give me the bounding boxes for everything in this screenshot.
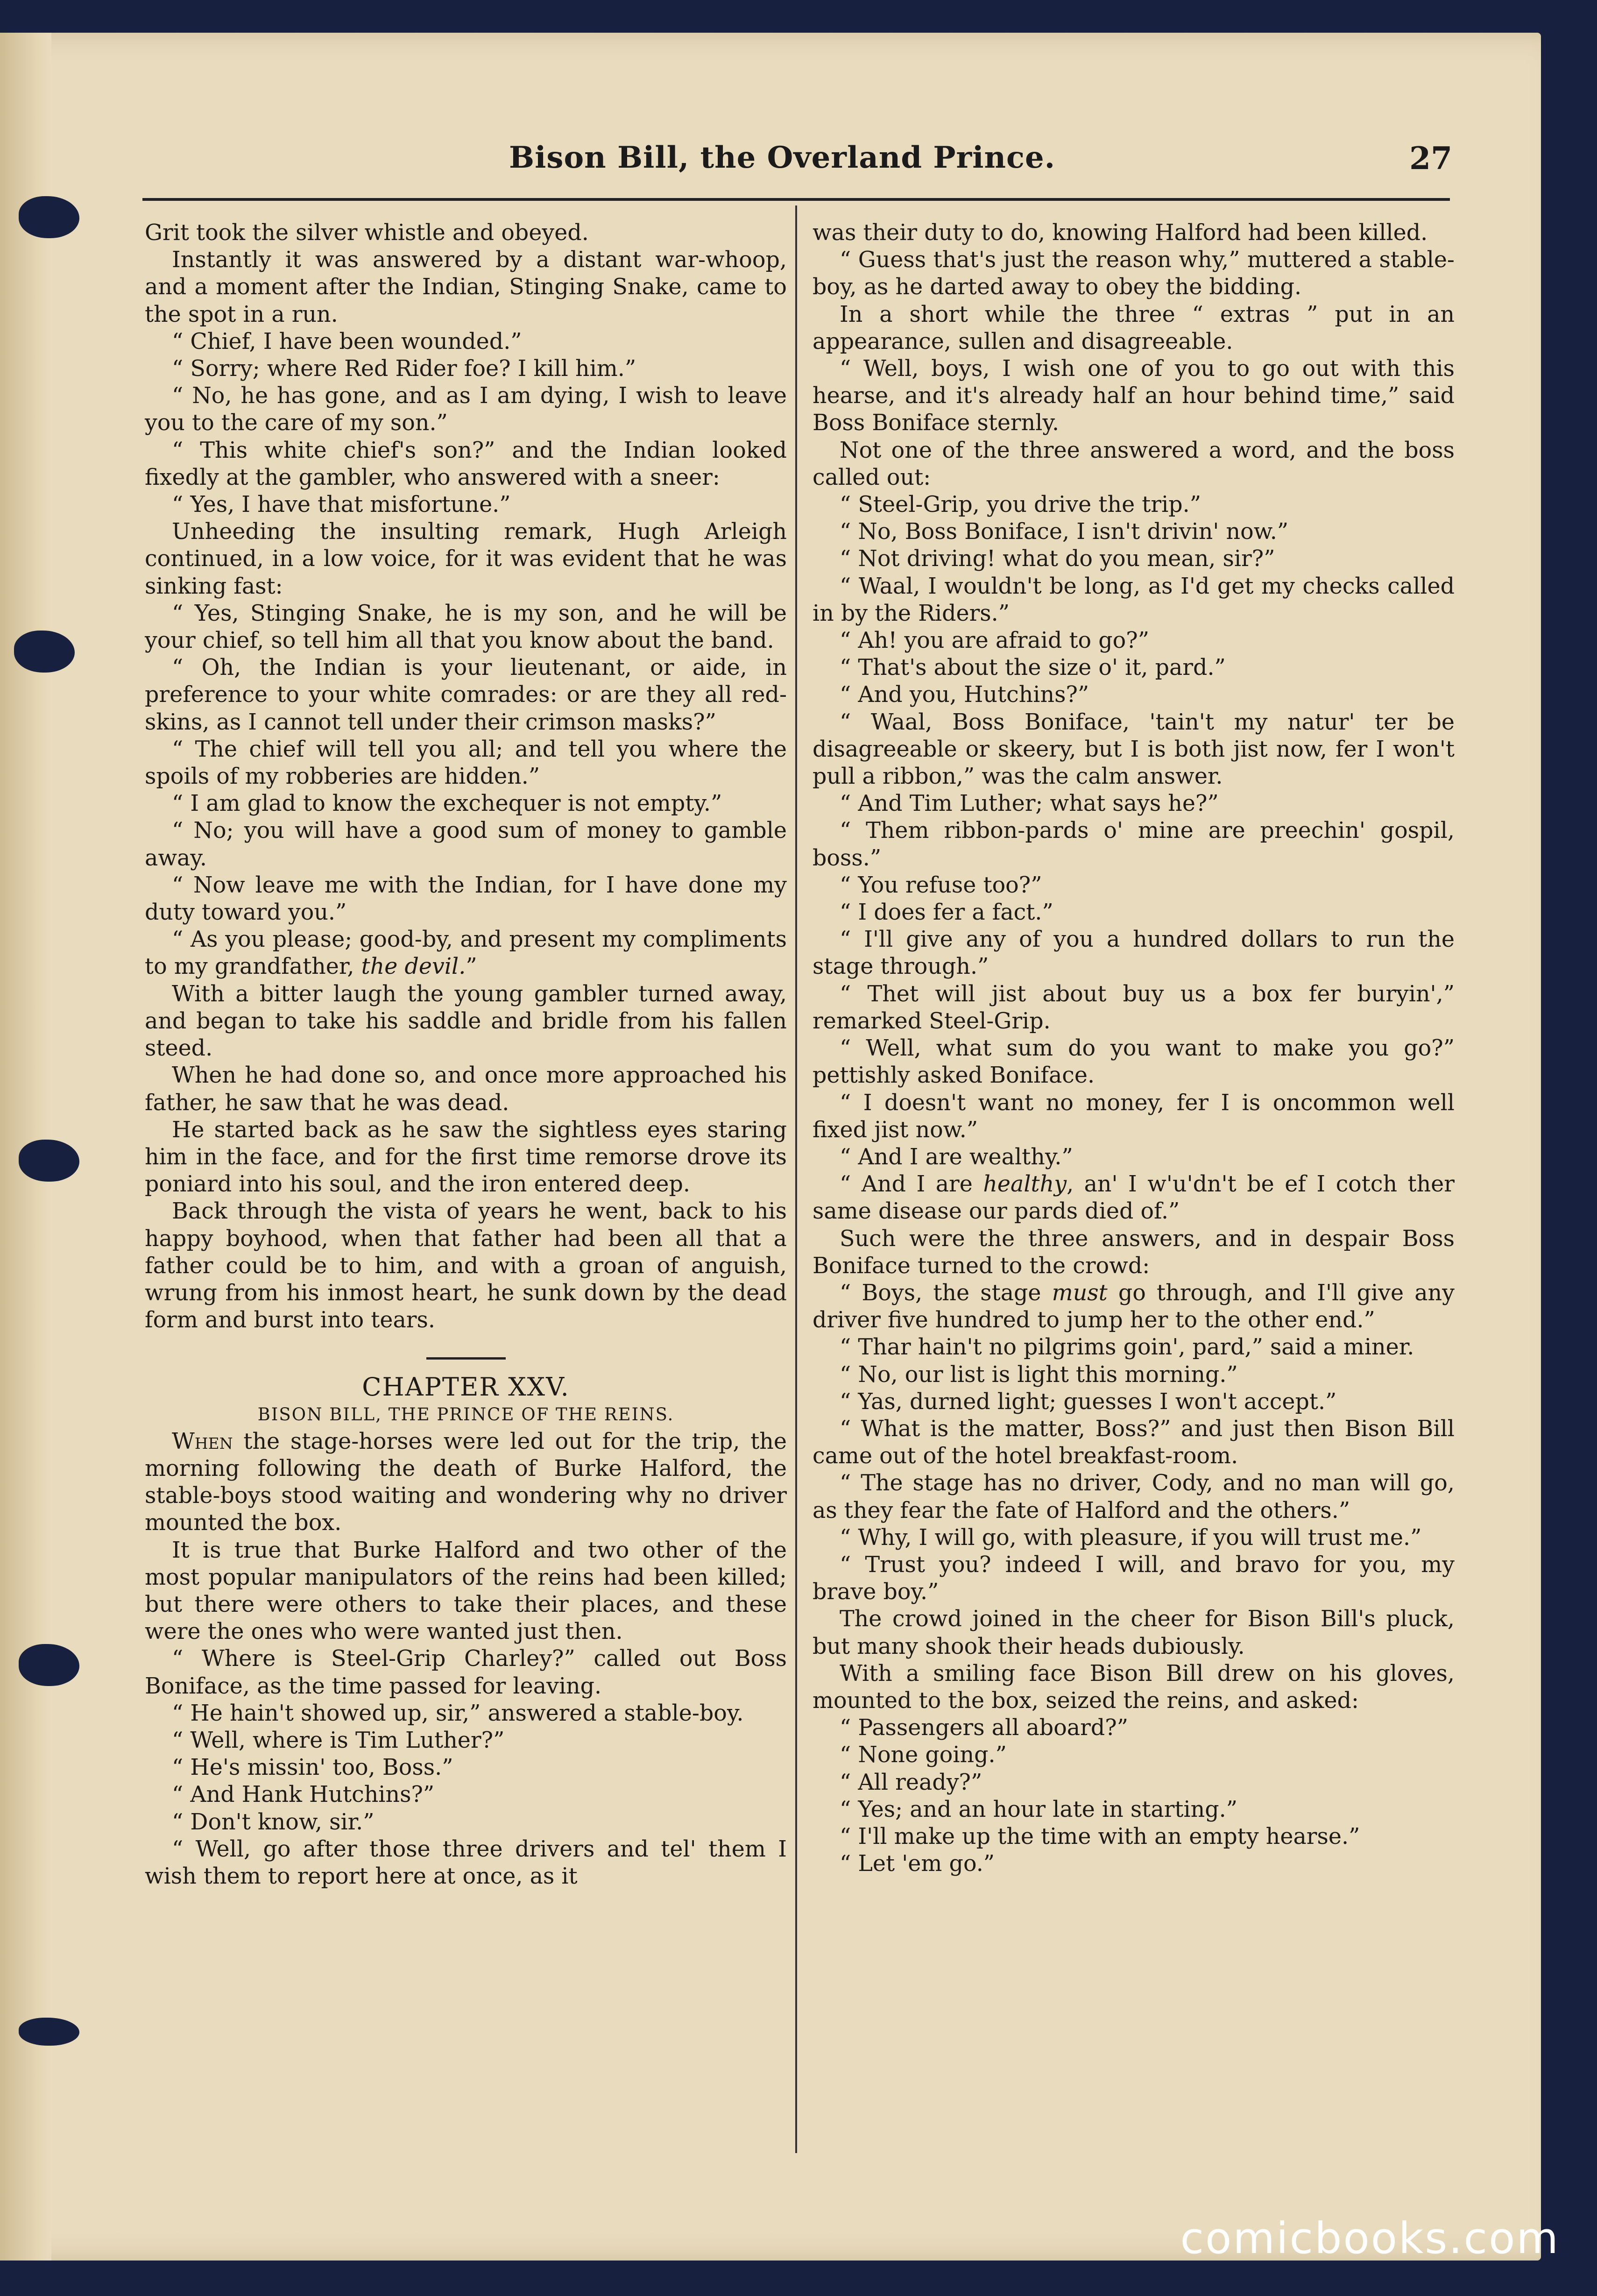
page-number: 27 — [1409, 140, 1452, 177]
paragraph-text: “ No; you will have a good sum of money to gamble away. — [145, 818, 787, 871]
paragraph-text: “ I doesn't want no money, fer I is oncommon well fixed jist now.” — [813, 1090, 1455, 1143]
paragraph — [813, 1334, 1455, 1361]
paragraph-text: “ And Hank Hutchins?” — [172, 1782, 435, 1808]
paragraph-text: “ Yas, durned light; guesses I won't accept.” — [840, 1389, 1337, 1415]
paragraph-text: “ What is the matter, Boss?” and just then Bison Bill came out of the hotel breakfast-room. — [813, 1416, 1455, 1469]
paragraph — [813, 1171, 1455, 1225]
paragraph — [145, 654, 787, 736]
left-column — [145, 220, 787, 1890]
paragraph-text: “ Them ribbon-pards o' mine are preechin' gospil, boss.” — [813, 818, 1455, 871]
paragraph-text: “ Well, what sum do you want to make you go?” pettishly asked Boniface. — [813, 1035, 1455, 1089]
paragraph-text: Grit took the silver whistle and obeyed. — [145, 220, 589, 246]
paragraph-text: With a bitter laugh the young gambler turned away, and began to take his saddle and bridle from his fallen steed. — [145, 981, 787, 1062]
right-column-text — [813, 220, 1455, 1878]
paragraph — [813, 220, 1455, 247]
paragraph-text: “ Trust you? indeed I will, and bravo for you, my brave boy.” — [813, 1552, 1455, 1605]
italic-text: must — [1052, 1280, 1108, 1306]
site-watermark: comicbooks.com — [1180, 2213, 1560, 2263]
paragraph — [145, 247, 787, 328]
paragraph — [813, 1416, 1455, 1470]
paragraph — [813, 1280, 1455, 1334]
chapter-separator — [426, 1357, 506, 1360]
paragraph — [813, 1660, 1455, 1715]
paragraph — [813, 546, 1455, 573]
paragraph-text: “ Ah! you are afraid to go?” — [840, 628, 1149, 654]
paragraph — [813, 1389, 1455, 1416]
paragraph-text: “ And I are wealthy.” — [840, 1144, 1073, 1170]
paragraph-text: It is true that Burke Halford and two other of the most popular manipulators of the reins had been killed; but there were others to take their places, and these were the ones who were wanted just then. — [145, 1537, 787, 1645]
paragraph — [145, 1645, 787, 1700]
paragraph-text: The crowd joined in the cheer for Bison Bill's pluck, but many shook their heads dubiously. — [813, 1606, 1455, 1659]
chapter-subtitle: BISON BILL, THE PRINCE OF THE REINS. — [257, 1404, 674, 1424]
binding-hole-5 — [19, 2018, 79, 2046]
paragraph — [145, 437, 787, 491]
paragraph — [813, 1606, 1455, 1660]
paragraph-text: He started back as he saw the sightless eyes staring him in the face, and for the first time remorse drove its poniard into his soul, and the iron entered deep. — [145, 1117, 787, 1198]
paragraph — [145, 383, 787, 437]
left-column-text — [145, 220, 787, 1334]
paragraph-text: “ No, our list is light this morning.” — [840, 1361, 1238, 1388]
paragraph-text: Not one of the three answered a word, and the boss called out: — [813, 437, 1455, 490]
paragraph-text: “ Waal, I wouldn't be long, as I'd get my checks called in by the Riders.” — [813, 573, 1455, 626]
paragraph-text: “ I'll give any of you a hundred dollars to run the stage through.” — [813, 927, 1455, 980]
paragraph — [145, 1062, 787, 1116]
paragraph-text: “ None going.” — [840, 1742, 1007, 1768]
paragraph — [145, 1781, 787, 1808]
binding-hole-3 — [19, 1140, 79, 1182]
paragraph — [145, 1836, 787, 1890]
paragraph — [145, 1809, 787, 1836]
paragraph — [813, 1796, 1455, 1823]
paragraph-text: “ This white chief's son?” and the Indian looked fixedly at the gambler, who answered with a sneer: — [145, 437, 787, 490]
paragraph-text: Instantly it was answered by a distant war-whoop, and a moment after the Indian, Stinging Snake, came to the spot in a run. — [145, 247, 787, 327]
paragraph-text-after: , an' I w'u'dn't be ef I cotch ther same disease our pards died of.” — [813, 1171, 1455, 1225]
paragraph — [813, 301, 1455, 355]
paragraph — [813, 247, 1455, 301]
paragraph-text: In a short while the three “ extras ” put in an appearance, sullen and disagreeable. — [813, 301, 1455, 354]
paragraph-text: “ I am glad to know the exchequer is not empty.” — [172, 791, 722, 817]
paragraph — [813, 790, 1455, 817]
chapter-text — [145, 1428, 787, 1890]
paragraph-text: “ He's missin' too, Boss.” — [172, 1755, 453, 1781]
paragraph-text: “ And you, Hutchins?” — [840, 682, 1089, 708]
paragraph-text: “ Well, go after those three drivers and tel' them I wish them to report here at once, as it — [145, 1836, 787, 1889]
paragraph-text: “ Yes, Stinging Snake, he is my son, and he will be your chief, so tell him all that you know about the band. — [145, 600, 787, 654]
paragraph — [813, 926, 1455, 980]
chapter-first-word: When — [172, 1428, 233, 1454]
paragraph-text: “ I does fer a fact.” — [840, 900, 1053, 926]
paragraph — [813, 518, 1455, 546]
paragraph-text: Such were the three answers, and in despair Boss Boniface turned to the crowd: — [813, 1226, 1455, 1279]
paragraph-text: “ Now leave me with the Indian, for I have done my duty toward you.” — [145, 872, 787, 926]
running-title: Bison Bill, the Overland Prince. — [509, 140, 1055, 175]
paragraph — [145, 491, 787, 518]
paragraph-text: “ The stage has no driver, Cody, and no man will go, as they fear the fate of Halford and the others.” — [813, 1470, 1455, 1524]
paragraph — [813, 709, 1455, 791]
paragraph — [145, 817, 787, 872]
paragraph — [145, 1537, 787, 1646]
paragraph — [145, 1428, 787, 1537]
paragraph — [145, 328, 787, 355]
paragraph — [145, 1117, 787, 1198]
paragraph-text: “ Boys, the stage — [840, 1280, 1041, 1306]
paragraph-text: “ Guess that's just the reason why,” muttered a stable-boy, as he darted away to obey the bidding. — [813, 247, 1455, 300]
paragraph — [813, 1552, 1455, 1606]
paragraph — [813, 1035, 1455, 1089]
paragraph-text: “ That's about the size o' it, pard.” — [840, 655, 1226, 681]
paragraph — [813, 573, 1455, 627]
paragraph — [145, 981, 787, 1063]
paragraph-text: “ Why, I will go, with pleasure, if you will trust me.” — [840, 1524, 1422, 1551]
paragraph — [813, 437, 1455, 491]
paragraph — [145, 790, 787, 817]
paragraph-text: “ Where is Steel-Grip Charley?” called out Boss Boniface, as the time passed for leaving. — [145, 1646, 787, 1699]
paragraph — [813, 627, 1455, 654]
paragraph-text: Back through the vista of years he went, back to his happy boyhood, when that father had been all that a father could be to him, and with a groan of anguish, wrung from his inmost heart, he sunk down by the dead form and burst into tears. — [145, 1198, 787, 1333]
paragraph-text: “ I'll make up the time with an empty hearse.” — [840, 1823, 1360, 1850]
page-header — [145, 140, 1452, 187]
right-column — [813, 220, 1455, 1878]
paragraph — [813, 981, 1455, 1035]
paragraph-text: “ Yes, I have that misfortune.” — [172, 492, 511, 518]
paragraph-text: “ And Tim Luther; what says he?” — [840, 791, 1219, 817]
binding-hole-2 — [14, 631, 75, 673]
paragraph-text: “ Well, where is Tim Luther?” — [172, 1727, 505, 1753]
paragraph — [813, 681, 1455, 709]
paragraph-text: With a smiling face Bison Bill drew on his gloves, mounted to the box, seized the reins, and asked: — [813, 1660, 1455, 1714]
paragraph — [813, 1226, 1455, 1280]
paragraph — [813, 1144, 1455, 1171]
paragraph — [813, 1769, 1455, 1796]
paragraph-text: “ The chief will tell you all; and tell you where the spoils of my robberies are hidden.” — [145, 736, 787, 790]
paragraph — [145, 600, 787, 654]
paragraph-text: “ Let 'em go.” — [840, 1851, 995, 1877]
paragraph — [813, 654, 1455, 681]
paragraph — [145, 1754, 787, 1781]
paragraph — [813, 872, 1455, 899]
paragraph-text-after: go through, and I'll give any driver five hundred to jump her to the other end.” — [813, 1280, 1455, 1333]
paragraph-text: “ Sorry; where Red Rider foe? I kill him.” — [172, 356, 636, 382]
paragraph-text-after: ” — [466, 954, 477, 980]
italic-text: healthy — [983, 1171, 1067, 1198]
paragraph — [813, 1524, 1455, 1552]
column-divider — [795, 206, 797, 2153]
paragraph — [145, 1198, 787, 1334]
paragraph-text: “ No, Boss Boniface, I isn't drivin' now.” — [840, 519, 1289, 545]
paragraph — [145, 1700, 787, 1727]
paragraph — [813, 1361, 1455, 1389]
paragraph — [145, 518, 787, 600]
paragraph — [813, 899, 1455, 926]
binding-hole-1 — [19, 196, 79, 238]
paragraph — [813, 1850, 1455, 1878]
paragraph-text: “ Yes; and an hour late in starting.” — [840, 1796, 1238, 1822]
paragraph — [813, 1715, 1455, 1742]
paragraph — [145, 1727, 787, 1754]
paragraph-text: “ Well, boys, I wish one of you to go out with this hearse, and it's already half an hour behind time,” said Boss Boniface sternly. — [813, 356, 1455, 436]
paragraph-text: “ Passengers all aboard?” — [840, 1715, 1128, 1741]
paragraph — [813, 355, 1455, 437]
paragraph — [813, 1742, 1455, 1769]
paragraph-text: “ He hain't showed up, sir,” answered a stable-boy. — [172, 1700, 744, 1726]
paragraph-text: “ Don't know, sir.” — [172, 1809, 375, 1835]
paragraph — [813, 817, 1455, 872]
paragraph — [813, 1470, 1455, 1524]
paragraph-text: “ No, he has gone, and as I am dying, I wish to leave you to the care of my son.” — [145, 383, 787, 436]
paragraph-text: the stage-horses were led out for the trip, the morning following the death of Burke Halford, the stable-boys stood waiting and wondering why no driver mounted the box. — [145, 1428, 787, 1536]
paragraph-text: “ You refuse too?” — [840, 872, 1042, 898]
binding-hole-4 — [19, 1644, 79, 1686]
paragraph-text: Unheeding the insulting remark, Hugh Arleigh continued, in a low voice, for it was evident that he was sinking fast: — [145, 519, 787, 599]
paragraph-text: “ Waal, Boss Boniface, 'tain't my natur' ter be disagreeable or skeery, but I is both jist now, fer I won't pull a ribbon,” was the calm answer. — [813, 709, 1455, 790]
paragraph — [145, 736, 787, 790]
paragraph — [145, 355, 787, 383]
paragraph-text: “ Not driving! what do you mean, sir?” — [840, 546, 1275, 572]
paragraph-text: “ All ready?” — [840, 1769, 982, 1795]
paragraph-text: “ Thar hain't no pilgrims goin', pard,” said a miner. — [840, 1334, 1414, 1361]
paragraph-text: “ Steel-Grip, you drive the trip.” — [840, 492, 1201, 518]
paragraph-text: “ As you please; good-by, and present my compliments to my grandfather, — [145, 927, 787, 980]
paragraph — [813, 491, 1455, 518]
paragraph-text: “ Chief, I have been wounded.” — [172, 328, 522, 354]
paragraph-text: was their duty to do, knowing Halford had been killed. — [813, 220, 1428, 246]
italic-text: the devil. — [361, 954, 466, 980]
paragraph-text: When he had done so, and once more approached his father, he saw that he was dead. — [145, 1063, 787, 1116]
paragraph-text: “ Oh, the Indian is your lieutenant, or aide, in preference to your white comrades: or are they all red-skins, as I cannot tell under their crimson masks?” — [145, 655, 787, 735]
paragraph — [145, 220, 787, 247]
paragraph-text: “ And I are — [840, 1171, 973, 1198]
paragraph — [813, 1823, 1455, 1850]
paragraph — [813, 1090, 1455, 1144]
paragraph-text: “ Thet will jist about buy us a box fer buryin',” remarked Steel-Grip. — [813, 981, 1455, 1034]
header-rule — [142, 198, 1450, 201]
paragraph — [145, 926, 787, 980]
paragraph — [145, 872, 787, 926]
chapter-title: CHAPTER XXV. — [362, 1372, 570, 1402]
